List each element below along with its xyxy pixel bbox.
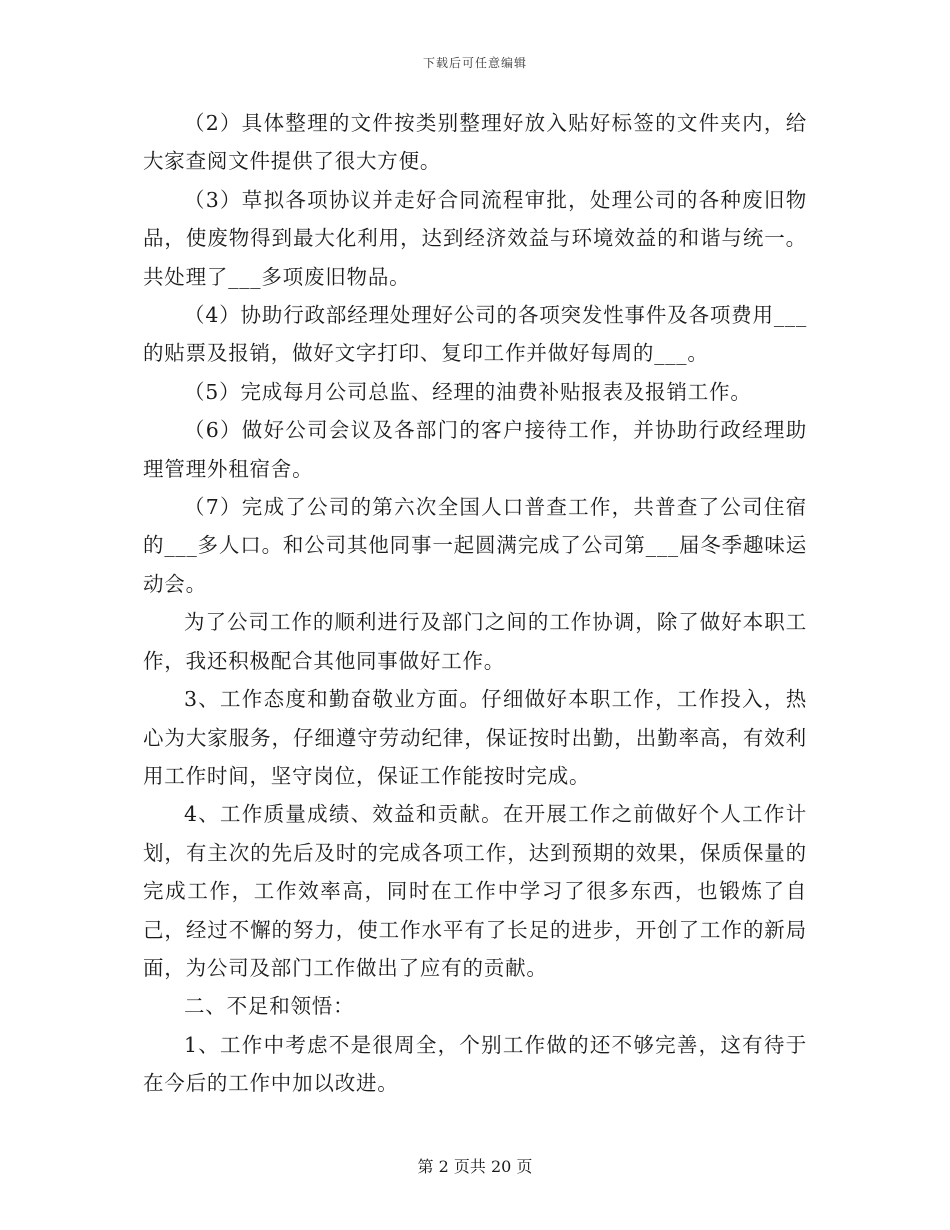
paragraph-item-2: （2）具体整理的文件按类别整理好放入贴好标签的文件夹内，给大家查阅文件提供了很大方便。 xyxy=(143,111,807,174)
page-header: 下载后可任意编辑 xyxy=(422,56,527,70)
paragraph-work-quality: 4、工作质量成绩、效益和贡献。在开展工作之前做好个人工作计划，有主次的先后及时的完成各项工作，达到预期的效果，保质保量的完成工作，工作效率高，同时在工作中学习了很多东西，也锻炼了自己，经过不懈的努力，使工作水平有了长足的进步，开创了工作的新局面，为公司及部门工作做出了应有的贡献。 xyxy=(143,802,807,980)
paragraph-coordination: 为了公司工作的顺利进行及部门之间的工作协调，除了做好本职工作，我还积极配合其他同事做好工作。 xyxy=(143,610,807,673)
paragraph-item-6: （6）做好公司会议及各部门的客户接待工作，并协助行政经理助理管理外租宿舍。 xyxy=(143,418,807,481)
paragraph-item-7: （7）完成了公司的第六次全国人口普查工作，共普查了公司住宿的___多人口。和公司其他同事一起圆满完成了公司第___届冬季趣味运动会。 xyxy=(143,495,807,596)
paragraph-item-3: （3）草拟各项协议并走好合同流程审批，处理公司的各种废旧物品，使废物得到最大化利用，达到经济效益与环境效益的和谐与统一。共处理了___多项废旧物品。 xyxy=(143,187,807,289)
page-number: 第 2 页共 20 页 xyxy=(417,1157,533,1176)
paragraph-work-attitude: 3、工作态度和勤奋敬业方面。仔细做好本职工作，工作投入，热心为大家服务，仔细遵守劳动纪律，保证按时出勤，出勤率高，有效利用工作时间，坚守岗位，保证工作能按时完成。 xyxy=(143,687,807,788)
section-heading-shortcomings: 二、不足和领悟： xyxy=(184,994,355,1019)
paragraph-item-4: （4）协助行政部经理处理好公司的各项突发性事件及各项费用___的贴票及报销，做好文字打印、复印工作并做好每周的___。 xyxy=(143,303,807,366)
document-body xyxy=(143,104,807,1103)
paragraph-shortcoming-1: 1、工作中考虑不是很周全，个别工作做的还不够完善，这有待于在今后的工作中加以改进。 xyxy=(143,1032,807,1096)
paragraph-item-5: （5）完成每月公司总监、经理的油费补贴报表及报销工作。 xyxy=(184,379,752,404)
